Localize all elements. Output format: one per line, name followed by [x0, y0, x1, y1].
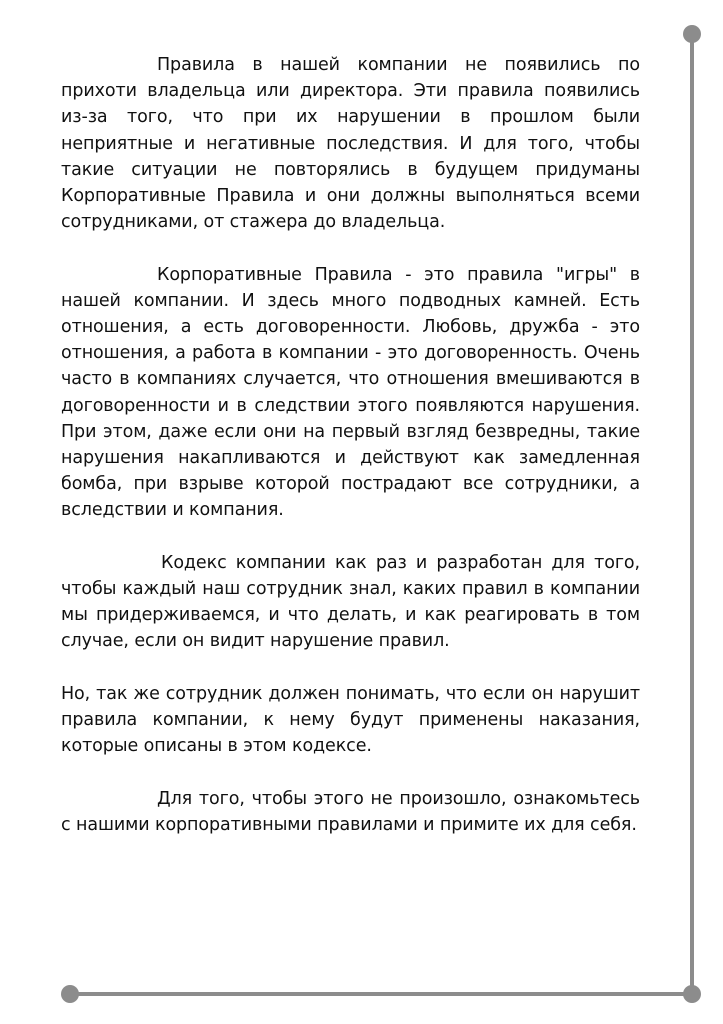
paragraph-2: Корпоративные Правила - это правила "игры" в нашей компании. И здесь много подводных камней. Есть отношения, а есть договоренности. Любовь, дружба - это отношения, а работа в компании - это договоренность. Очень часто в компаниях случается, что отношения вмешиваются в договоренности и в следствии этого появляются нарушения. При этом, даже если они на первый взгляд безвредны, такие нарушения накапливаются и действуют как замедленная бомба, при взрыве которой пострадают все сотрудники, а вследствии и компания.: [61, 264, 640, 521]
frame-vertical-line: [690, 34, 694, 996]
document-body: [61, 52, 640, 864]
frame-horizontal-line: [70, 992, 692, 996]
paragraph-5: Для того, чтобы этого не произошло, ознакомьтесь с нашими корпоративными правилами и примите их для себя.: [61, 788, 640, 835]
frame-dot-corner: [683, 985, 701, 1003]
paragraph-1: Правила в нашей компании не появились по прихоти владельца или директора. Эти правила появились из-за того, что при их нарушении в прошлом были неприятные и негативные последствия. И для того, чтобы такие ситуации не повторялись в будущем придуманы Корпоративные Правила и они должны выполняться всеми сотрудниками, от стажера до владельца.: [61, 55, 640, 233]
frame-dot-left: [61, 985, 79, 1003]
frame-dot-top: [683, 25, 701, 43]
paragraph-3: Кодекс компании как раз и разработан для того, чтобы каждый наш сотрудник знал, каких правил в компании мы придерживаемся, и что делать, и как реагировать в том случае, если он видит нарушение правил.: [61, 552, 640, 652]
paragraph-4: Но, так же сотрудник должен понимать, что если он нарушит правила компании, к нему будут применены наказания, которые описаны в этом кодексе.: [61, 683, 640, 757]
